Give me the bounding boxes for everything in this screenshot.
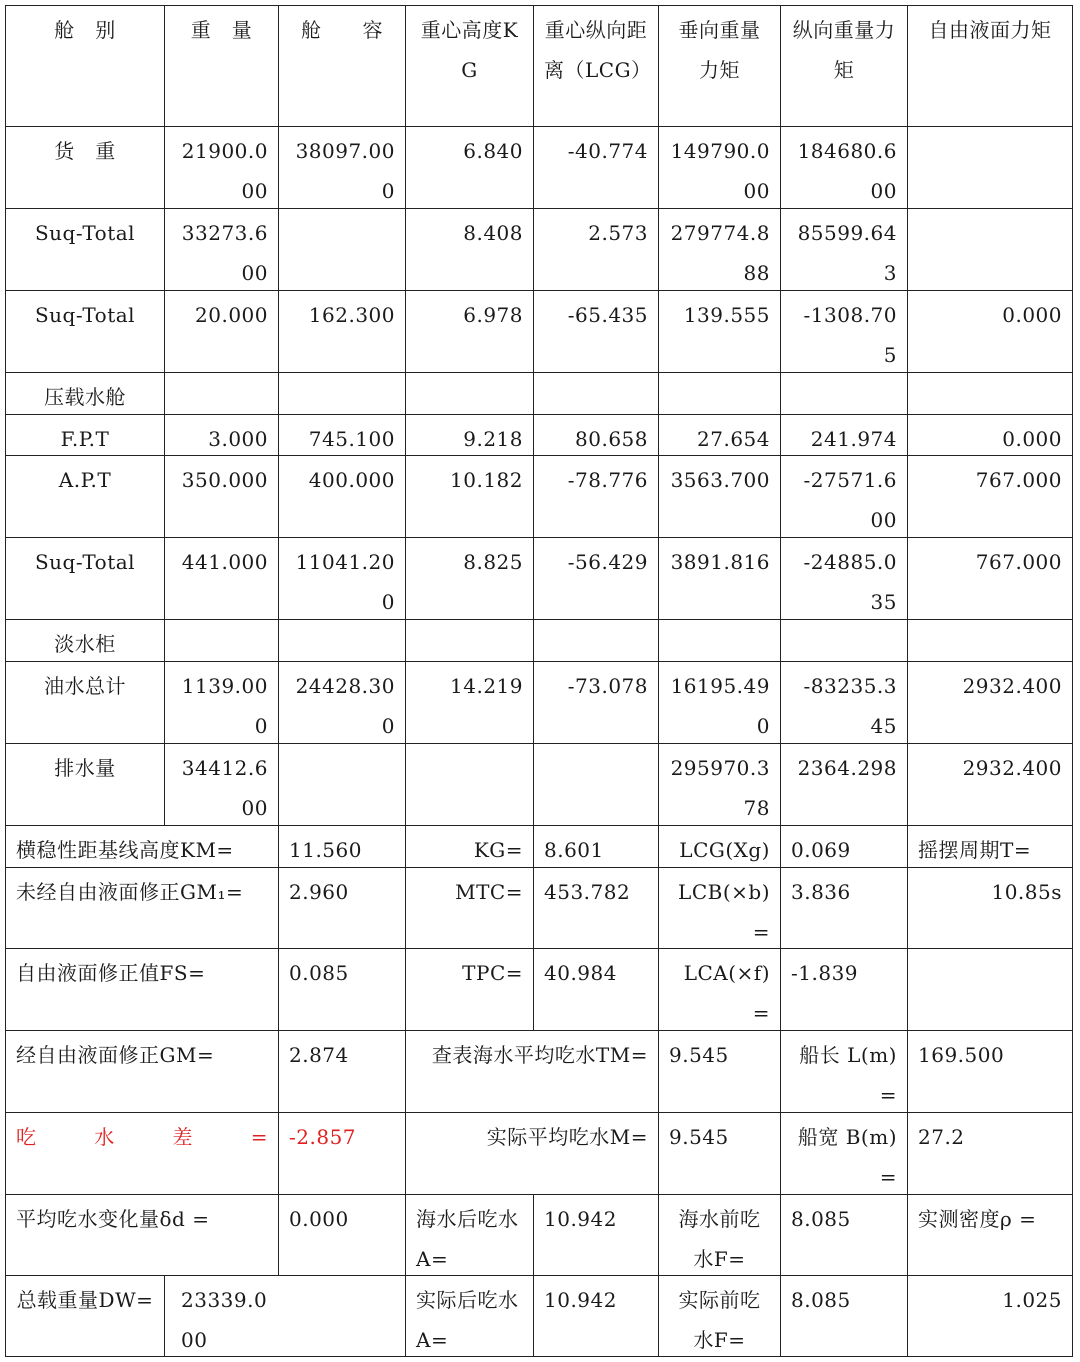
roll-period-value: 10.85s bbox=[907, 867, 1073, 949]
row-cargo-fsm bbox=[907, 126, 1073, 209]
lcg-value: 0.069 bbox=[780, 825, 908, 868]
actual-fwd-draft-label: 实际前吃水F= bbox=[658, 1275, 781, 1357]
mean-draft-change-label: 平均吃水变化量δd = bbox=[5, 1194, 279, 1276]
row-subtotal-3-lcg: -56.429 bbox=[533, 537, 659, 620]
header-capacity: 舱 容 bbox=[278, 5, 406, 127]
ship-beam-value: 27.2 bbox=[907, 1112, 1073, 1195]
gm1-label: 未经自由液面修正GM₁= bbox=[5, 867, 279, 949]
deadweight-value: 23339.000 bbox=[164, 1275, 406, 1357]
row-fpt-vm: 27.654 bbox=[658, 414, 781, 456]
row-subtotal-2-fsm: 0.000 bbox=[907, 290, 1073, 373]
sea-aft-draft-label: 海水后吃水A= bbox=[405, 1194, 534, 1276]
empty-cell bbox=[907, 619, 1073, 662]
lcg-label: LCG(Xg) bbox=[658, 825, 781, 868]
row-subtotal-2-weight: 20.000 bbox=[164, 290, 279, 373]
row-subtotal-3-vm: 3891.816 bbox=[658, 537, 781, 620]
empty-cell bbox=[405, 743, 534, 826]
actual-aft-draft-value: 10.942 bbox=[533, 1275, 659, 1357]
row-subtotal-2-vm: 139.555 bbox=[658, 290, 781, 373]
row-subtotal-3-capacity: 11041.200 bbox=[278, 537, 406, 620]
gm1-value: 2.960 bbox=[278, 867, 406, 949]
lca-value: -1.839 bbox=[780, 948, 908, 1031]
row-subtotal-1-capacity bbox=[278, 208, 406, 291]
row-subtotal-3-weight: 441.000 bbox=[164, 537, 279, 620]
row-subtotal-1-lcg: 2.573 bbox=[533, 208, 659, 291]
row-oil-water-total-capacity: 24428.300 bbox=[278, 661, 406, 744]
empty-cell bbox=[907, 948, 1073, 1031]
trim-label: 吃水差= bbox=[5, 1112, 279, 1195]
row-subtotal-1-name: Suq-Total bbox=[5, 208, 165, 291]
row-fresh-water-section: 淡水柜 bbox=[5, 619, 165, 662]
row-apt-vm: 3563.700 bbox=[658, 455, 781, 538]
row-oil-water-total-weight: 1139.000 bbox=[164, 661, 279, 744]
row-subtotal-3-name: Suq-Total bbox=[5, 537, 165, 620]
empty-cell bbox=[405, 619, 534, 662]
empty-cell bbox=[658, 619, 781, 662]
row-apt-weight: 350.000 bbox=[164, 455, 279, 538]
trim-value: -2.857 bbox=[278, 1112, 406, 1195]
header-free-surface-moment: 自由液面力矩 bbox=[907, 5, 1073, 127]
mtc-value: 453.782 bbox=[533, 867, 659, 949]
row-fpt-capacity: 745.100 bbox=[278, 414, 406, 456]
sea-aft-draft-value: 10.942 bbox=[533, 1194, 659, 1276]
empty-cell bbox=[278, 619, 406, 662]
header-tank: 舱 别 bbox=[5, 5, 165, 127]
fs-value: 0.085 bbox=[278, 948, 406, 1031]
header-weight: 重 量 bbox=[164, 5, 279, 127]
row-fpt-kg: 9.218 bbox=[405, 414, 534, 456]
stability-calculation-table bbox=[5, 5, 1073, 1357]
row-subtotal-2-kg: 6.978 bbox=[405, 290, 534, 373]
empty-cell bbox=[278, 372, 406, 415]
row-subtotal-1-vm: 279774.888 bbox=[658, 208, 781, 291]
row-apt-capacity: 400.000 bbox=[278, 455, 406, 538]
row-cargo-lm: 184680.600 bbox=[780, 126, 908, 209]
deadweight-label: 总载重量DW= bbox=[5, 1275, 165, 1357]
row-apt-fsm: 767.000 bbox=[907, 455, 1073, 538]
empty-cell bbox=[533, 619, 659, 662]
row-oil-water-total-vm: 16195.490 bbox=[658, 661, 781, 744]
tm-label: 查表海水平均吃水TM= bbox=[405, 1030, 659, 1113]
empty-cell bbox=[780, 619, 908, 662]
row-oil-water-total-name: 油水总计 bbox=[5, 661, 165, 744]
empty-cell bbox=[907, 372, 1073, 415]
kg-label: KG= bbox=[405, 825, 534, 868]
row-apt-name: A.P.T bbox=[5, 455, 165, 538]
header-vertical-moment: 垂向重量力矩 bbox=[658, 5, 781, 127]
density-label: 实测密度ρ = bbox=[907, 1194, 1073, 1276]
gm-label: 经自由液面修正GM= bbox=[5, 1030, 279, 1113]
mean-draft-change-value: 0.000 bbox=[278, 1194, 406, 1276]
row-subtotal-3-fsm: 767.000 bbox=[907, 537, 1073, 620]
empty-cell bbox=[780, 372, 908, 415]
row-fpt-lm: 241.974 bbox=[780, 414, 908, 456]
row-apt-kg: 10.182 bbox=[405, 455, 534, 538]
empty-cell bbox=[278, 743, 406, 826]
row-cargo-weight: 21900.000 bbox=[164, 126, 279, 209]
ship-length-value: 169.500 bbox=[907, 1030, 1073, 1113]
lcb-value: 3.836 bbox=[780, 867, 908, 949]
actual-mean-draft-value: 9.545 bbox=[658, 1112, 781, 1195]
ship-beam-label: 船宽 B(m)= bbox=[780, 1112, 908, 1195]
row-cargo-vm: 149790.000 bbox=[658, 126, 781, 209]
row-displacement-weight: 34412.600 bbox=[164, 743, 279, 826]
fs-label: 自由液面修正值FS= bbox=[5, 948, 279, 1031]
row-oil-water-total-fsm: 2932.400 bbox=[907, 661, 1073, 744]
empty-cell bbox=[533, 372, 659, 415]
row-displacement-vm: 295970.378 bbox=[658, 743, 781, 826]
row-subtotal-1-weight: 33273.600 bbox=[164, 208, 279, 291]
row-apt-lcg: -78.776 bbox=[533, 455, 659, 538]
tm-value: 9.545 bbox=[658, 1030, 781, 1113]
row-displacement-lm: 2364.298 bbox=[780, 743, 908, 826]
empty-cell bbox=[405, 372, 534, 415]
roll-period-label: 摇摆周期T= bbox=[907, 825, 1073, 868]
row-subtotal-2-lm: -1308.705 bbox=[780, 290, 908, 373]
row-fpt-lcg: 80.658 bbox=[533, 414, 659, 456]
row-subtotal-3-lm: -24885.035 bbox=[780, 537, 908, 620]
ship-length-label: 船长 L(m)= bbox=[780, 1030, 908, 1113]
row-displacement-name: 排水量 bbox=[5, 743, 165, 826]
empty-cell bbox=[164, 372, 279, 415]
lcb-label: LCB(×b)= bbox=[658, 867, 781, 949]
row-subtotal-2-capacity: 162.300 bbox=[278, 290, 406, 373]
row-fpt-fsm: 0.000 bbox=[907, 414, 1073, 456]
header-kg: 重心高度KG bbox=[405, 5, 534, 127]
row-oil-water-total-kg: 14.219 bbox=[405, 661, 534, 744]
gm-value: 2.874 bbox=[278, 1030, 406, 1113]
sea-fwd-draft-label: 海水前吃水F= bbox=[658, 1194, 781, 1276]
header-lcg: 重心纵向距离（LCG） bbox=[533, 5, 659, 127]
tpc-value: 40.984 bbox=[533, 948, 659, 1031]
row-oil-water-total-lm: -83235.345 bbox=[780, 661, 908, 744]
km-value: 11.560 bbox=[278, 825, 406, 868]
kg-value: 8.601 bbox=[533, 825, 659, 868]
row-subtotal-1-kg: 8.408 bbox=[405, 208, 534, 291]
lca-label: LCA(×f)= bbox=[658, 948, 781, 1031]
km-label: 横稳性距基线高度KM= bbox=[5, 825, 279, 868]
row-subtotal-2-lcg: -65.435 bbox=[533, 290, 659, 373]
row-oil-water-total-lcg: -73.078 bbox=[533, 661, 659, 744]
header-longitudinal-moment: 纵向重量力矩 bbox=[780, 5, 908, 127]
density-value: 1.025 bbox=[907, 1275, 1073, 1357]
row-apt-lm: -27571.600 bbox=[780, 455, 908, 538]
row-subtotal-2-name: Suq-Total bbox=[5, 290, 165, 373]
row-fpt-name: F.P.T bbox=[5, 414, 165, 456]
row-displacement-fsm: 2932.400 bbox=[907, 743, 1073, 826]
mtc-label: MTC= bbox=[405, 867, 534, 949]
empty-cell bbox=[658, 372, 781, 415]
row-subtotal-3-kg: 8.825 bbox=[405, 537, 534, 620]
row-subtotal-1-lm: 85599.643 bbox=[780, 208, 908, 291]
row-subtotal-1-fsm bbox=[907, 208, 1073, 291]
actual-mean-draft-label: 实际平均吃水M= bbox=[405, 1112, 659, 1195]
empty-cell bbox=[533, 743, 659, 826]
tpc-label: TPC= bbox=[405, 948, 534, 1031]
row-cargo-capacity: 38097.000 bbox=[278, 126, 406, 209]
row-fpt-weight: 3.000 bbox=[164, 414, 279, 456]
row-cargo-name: 货 重 bbox=[5, 126, 165, 209]
empty-cell bbox=[164, 619, 279, 662]
row-cargo-lcg: -40.774 bbox=[533, 126, 659, 209]
actual-aft-draft-label: 实际后吃水A= bbox=[405, 1275, 534, 1357]
sea-fwd-draft-value: 8.085 bbox=[780, 1194, 908, 1276]
actual-fwd-draft-value: 8.085 bbox=[780, 1275, 908, 1357]
row-cargo-kg: 6.840 bbox=[405, 126, 534, 209]
row-ballast-section: 压载水舱 bbox=[5, 372, 165, 415]
